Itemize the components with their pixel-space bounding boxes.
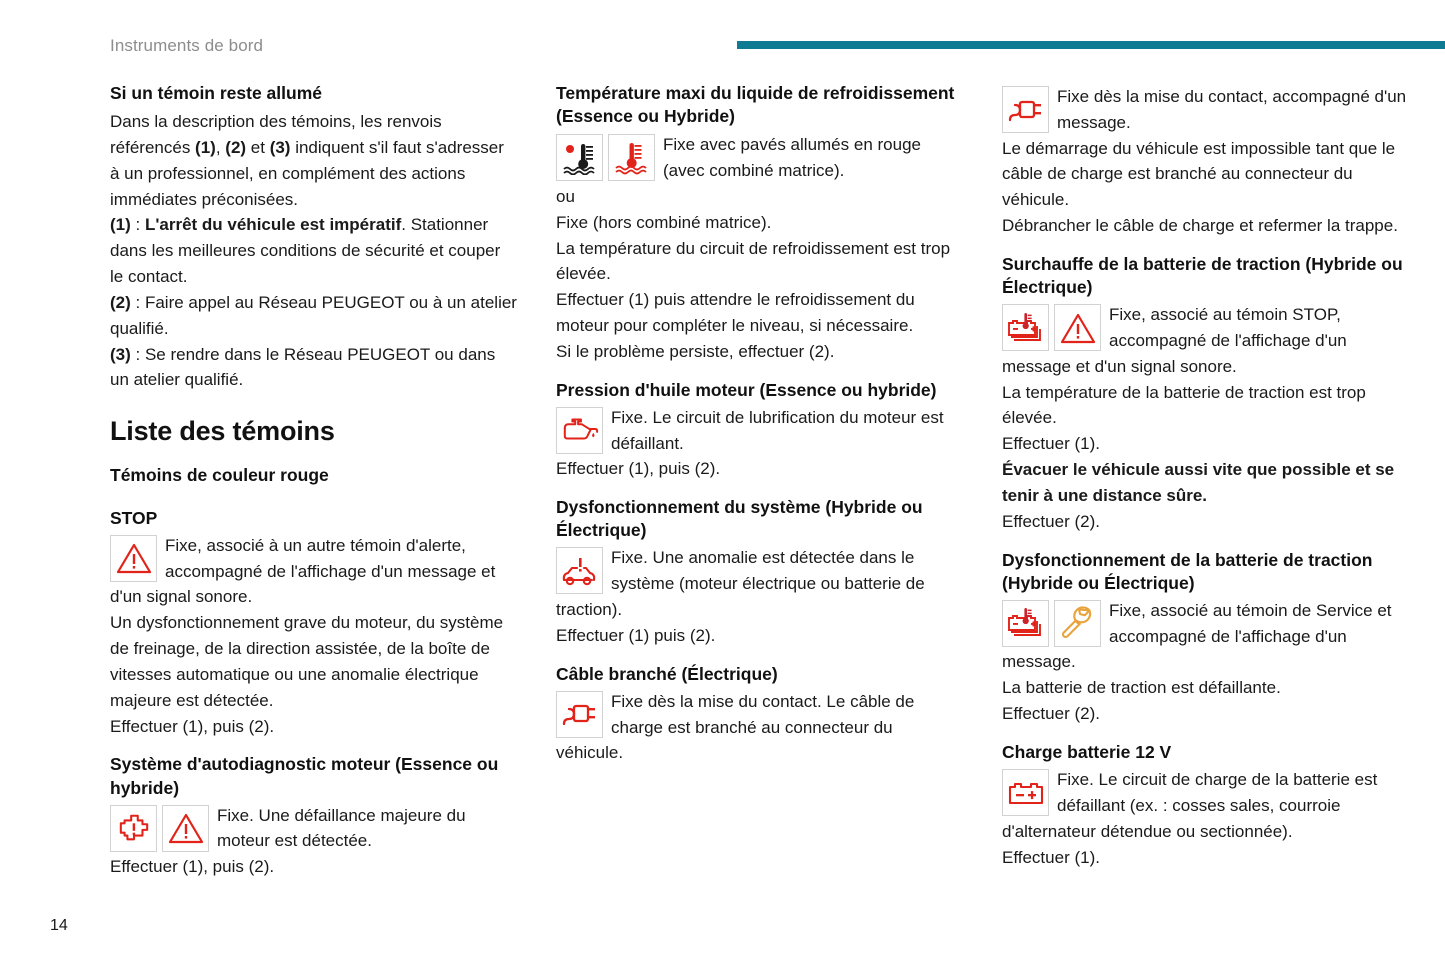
- heading-si-un-temoin-reste-allume: Si un témoin reste allumé: [110, 83, 322, 103]
- paragraph-item-2: [110, 290, 518, 342]
- entry-cable-continued-text: Fixe dès la mise du contact, accompagné d'un message.: [1057, 87, 1407, 132]
- breadcrumb-section-title: Instruments de bord: [110, 36, 264, 55]
- entry-cable-continued: [1002, 84, 1410, 136]
- paragraph-temperature-5: Effectuer (1) puis attendre le refroidissement du moteur pour compléter le niveau, si nécessaire.: [556, 290, 915, 335]
- paragraph-system-fault-2: Effectuer (1) puis (2).: [556, 625, 716, 645]
- paragraph-temperature-3: Fixe (hors combiné matrice).: [556, 212, 772, 232]
- entry-autodiagnostic-text: Fixe. Une défaillance majeure du moteur est détectée.: [217, 805, 466, 851]
- heading-pression-huile: Pression d'huile moteur (Essence ou hybride): [556, 379, 937, 400]
- entry-system-fault: [556, 545, 964, 622]
- paragraph-stop-2: Un dysfonctionnement grave du moteur, du système de freinage, de la direction assistée, de la boîte de vitesses automatique ou une anomalie électrique majeure est détectée.: [110, 613, 504, 710]
- wrench-icon: [1054, 600, 1101, 647]
- paragraph-temperature-ou: ou: [556, 186, 575, 206]
- ref-2: (2): [225, 137, 247, 157]
- paragraph-item-3: [110, 342, 518, 394]
- entry-battery-fault: [1002, 598, 1410, 675]
- heading-temoins-rouge: Témoins de couleur rouge: [110, 464, 329, 485]
- item-2-text: : Faire appel au Réseau PEUGEOT ou à un atelier qualifié.: [110, 292, 517, 338]
- heading-cable-branche: Câble branché (Électrique): [556, 663, 778, 684]
- charging-plug-icon: [556, 691, 603, 738]
- page-columns: [110, 82, 1407, 880]
- entry-temperature-text: Fixe avec pavés allumés en rouge (avec combiné matrice).: [663, 135, 921, 181]
- item-3-text: : Se rendre dans le Réseau PEUGEOT ou dans un atelier qualifié.: [110, 344, 496, 390]
- traction-battery-icon: [1002, 600, 1049, 647]
- paragraph-battery-12v-2: Effectuer (1).: [1002, 847, 1100, 867]
- intro-text-a: Dans la description des témoins, les renvois référencés: [110, 112, 442, 157]
- paragraph-battery-fault-2: La batterie de traction est défaillante.: [1002, 678, 1281, 698]
- entry-overheat-text: Fixe, associé au témoin STOP, accompagné de l'affichage d'un message et d'un signal sonore.: [1002, 305, 1347, 376]
- warning-triangle-icon: [162, 805, 209, 852]
- heading-charge-batterie-12v: Charge batterie 12 V: [1002, 741, 1172, 762]
- icon-group-system-fault: [556, 547, 603, 594]
- entry-battery-fault-text: Fixe, associé au témoin de Service et accompagné de l'affichage d'un message.: [1002, 600, 1392, 672]
- paragraph-intro: [110, 109, 518, 212]
- entry-temperature: [556, 132, 964, 184]
- entry-stop: [110, 533, 518, 610]
- paragraph-stop-3: Effectuer (1), puis (2).: [110, 716, 275, 736]
- coolant-temp-black-icon: [556, 134, 603, 181]
- paragraph-battery-fault-3: Effectuer (2).: [1002, 704, 1100, 724]
- paragraph-overheat-3: Effectuer (1).: [1002, 434, 1100, 454]
- ref-3: (3): [269, 137, 291, 157]
- heading-stop: STOP: [110, 507, 158, 528]
- item-1-label: (1): [110, 215, 131, 235]
- paragraph-oil-2: Effectuer (1), puis (2).: [556, 459, 721, 479]
- warning-triangle-icon: [110, 535, 157, 582]
- engine-check-icon: [110, 805, 157, 852]
- heading-dysfonctionnement-batterie: Dysfonctionnement de la batterie de traction (Hybride ou Électrique): [1002, 549, 1373, 593]
- oil-can-icon: [556, 407, 603, 454]
- paragraph-temperature-6: Si le problème persiste, effectuer (2).: [556, 341, 835, 361]
- paragraph-overheat-warning: Évacuer le véhicule aussi vite que possible et se tenir à une distance sûre.: [1002, 460, 1395, 505]
- entry-stop-text: Fixe, associé à un autre témoin d'alerte, accompagné de l'affichage d'un message et d'un signal sonore.: [110, 535, 496, 607]
- icon-group-cable-continued: [1002, 86, 1049, 133]
- entry-oil: [556, 405, 964, 457]
- column-left: [110, 82, 518, 880]
- item-3-label: (3): [110, 344, 131, 364]
- icon-group-stop: [110, 535, 157, 582]
- spacer: [110, 491, 518, 501]
- warning-triangle-icon: [1054, 304, 1101, 351]
- icon-group-cable: [556, 691, 603, 738]
- paragraph-temperature-4: La température du circuit de refroidissement est trop élevée.: [556, 238, 951, 284]
- page-number: 14: [50, 917, 68, 934]
- entry-system-fault-text: Fixe. Une anomalie est détectée dans le système (moteur électrique ou batterie de traction).: [556, 548, 925, 620]
- column-right: [1002, 82, 1410, 880]
- heading-autodiagnostic: Système d'autodiagnostic moteur (Essence ou hybride): [110, 754, 499, 798]
- entry-battery-12v-text: Fixe. Le circuit de charge de la batterie est défaillant (ex. : cosses sales, courroie d'alternateur détendue ou sectionnée).: [1002, 770, 1378, 841]
- icon-group-battery-12v: [1002, 769, 1049, 816]
- paragraph-overheat-2: La température de la batterie de traction est trop élevée.: [1002, 382, 1366, 428]
- item-1-bold: L'arrêt du véhicule est impératif: [144, 215, 402, 235]
- entry-cable-text: Fixe dès la mise du contact. Le câble de charge est branché au connecteur du véhicule.: [556, 691, 915, 763]
- entry-battery-12v: [1002, 767, 1410, 844]
- entry-cable: [556, 689, 964, 766]
- ref-1: (1): [195, 137, 216, 157]
- header-accent-rule: [737, 41, 1445, 49]
- item-1-sep: :: [130, 215, 145, 235]
- item-1-rest: . Stationner dans les meilleures conditions de sécurité et couper le contact.: [110, 215, 501, 287]
- paragraph-overheat-5: Effectuer (2).: [1002, 511, 1100, 531]
- intro-text-b: indiquent s'il faut s'adresser à un professionnel, en complément des actions immédiates préconisées.: [110, 137, 504, 209]
- coolant-temp-red-icon: [608, 134, 655, 181]
- column-middle: [556, 82, 964, 880]
- heading-temperature-maxi: Température maxi du liquide de refroidissement (Essence ou Hybride): [556, 83, 955, 127]
- entry-overheat: [1002, 302, 1410, 379]
- paragraph-item-1: [110, 212, 518, 289]
- heading-dysfonctionnement-systeme: Dysfonctionnement du système (Hybride ou Électrique): [556, 497, 923, 541]
- entry-autodiagnostic: [110, 803, 518, 855]
- paragraph-cable-continued-2: Le démarrage du véhicule est impossible tant que le câble de charge est branché au connecteur du véhicule.: [1002, 138, 1396, 210]
- icon-group-battery-fault: [1002, 600, 1101, 647]
- heading-liste-des-temoins: Liste des témoins: [110, 416, 335, 447]
- icon-group-autodiagnostic: [110, 805, 209, 852]
- traction-battery-temp-icon: [1002, 304, 1049, 351]
- paragraph-cable-continued-3: Débrancher le câble de charge et refermer la trappe.: [1002, 216, 1398, 236]
- charging-plug-icon: [1002, 86, 1049, 133]
- intro-sep-1: ,: [215, 137, 226, 157]
- page-header: [0, 0, 1445, 62]
- heading-surchauffe-batterie: Surchauffe de la batterie de traction (Hybride ou Électrique): [1002, 253, 1403, 298]
- intro-sep-2: et: [246, 137, 270, 157]
- icon-group-overheat: [1002, 304, 1101, 351]
- icon-group-oil: [556, 407, 603, 454]
- battery-12v-icon: [1002, 769, 1049, 816]
- icon-group-temperature: [556, 134, 655, 181]
- car-warning-icon: [556, 547, 603, 594]
- entry-oil-text: Fixe. Le circuit de lubrification du moteur est défaillant.: [611, 407, 944, 453]
- paragraph-autodiagnostic-2: Effectuer (1), puis (2).: [110, 857, 275, 877]
- item-2-label: (2): [110, 292, 131, 312]
